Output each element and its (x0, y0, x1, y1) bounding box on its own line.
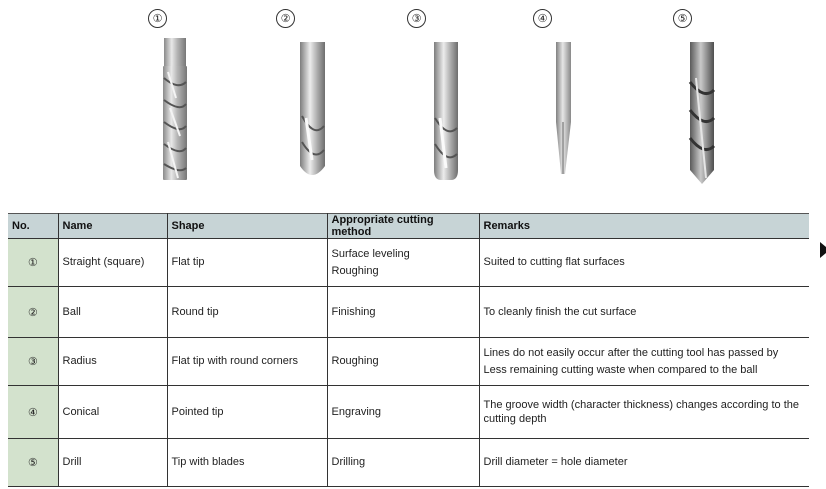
cutting-tools-table (8, 213, 809, 487)
tool-label-4: ④ (533, 9, 552, 28)
row-name: Straight (square) (58, 239, 167, 287)
remarks-line: Suited to cutting flat surfaces (483, 256, 625, 268)
drill-image (686, 38, 718, 186)
row-shape: Flat tip with round corners (167, 338, 327, 386)
row-number: ③ (8, 338, 58, 386)
radius-end-mill-image (431, 38, 461, 186)
row-number: ② (8, 287, 58, 338)
row-name: Ball (58, 287, 167, 338)
edge-marker-icon (820, 242, 826, 258)
row-method (327, 239, 479, 287)
remarks-line: Drill diameter = hole diameter (483, 456, 628, 468)
tool-label-1: ① (148, 9, 167, 28)
row-method (327, 439, 479, 487)
remarks-line: To cleanly finish the cut surface (483, 305, 637, 318)
remarks-line: Less remaining cutting waste when compared to the ball (483, 363, 758, 376)
row-number: ① (8, 239, 58, 287)
header-shape: Shape (167, 214, 327, 239)
method-line: Drilling (331, 456, 366, 468)
row-remarks (479, 287, 809, 338)
row-name: Drill (58, 439, 167, 487)
header-remarks: Remarks (479, 214, 809, 239)
tool-images-row (0, 0, 826, 200)
table-row (8, 239, 809, 287)
row-remarks (479, 386, 809, 439)
method-line: Surface leveling (331, 247, 410, 260)
row-name: Radius (58, 338, 167, 386)
row-shape: Flat tip (167, 239, 327, 287)
row-number: ⑤ (8, 439, 58, 487)
method-line: Engraving (331, 405, 382, 418)
header-method: Appropriate cutting method (327, 214, 479, 239)
row-method (327, 386, 479, 439)
row-shape: Round tip (167, 287, 327, 338)
row-number: ④ (8, 386, 58, 439)
header-no: No. (8, 214, 58, 239)
row-remarks (479, 239, 809, 287)
method-line: Finishing (331, 305, 376, 318)
row-shape: Tip with blades (167, 439, 327, 487)
row-name: Conical (58, 386, 167, 439)
tool-label-2: ② (276, 9, 295, 28)
tool-label-3: ③ (407, 9, 426, 28)
row-remarks (479, 338, 809, 386)
row-remarks (479, 439, 809, 487)
row-shape: Pointed tip (167, 386, 327, 439)
table-row (8, 439, 809, 487)
tool-label-5: ⑤ (673, 9, 692, 28)
remarks-line: Lines do not easily occur after the cutting tool has passed by (483, 346, 779, 359)
method-line: Roughing (331, 264, 379, 277)
header-name: Name (58, 214, 167, 239)
ball-end-mill-image (298, 38, 328, 186)
row-method (327, 338, 479, 386)
table-row (8, 338, 809, 386)
method-line: Roughing (331, 355, 379, 367)
conical-end-mill-image (551, 38, 575, 186)
row-method (327, 287, 479, 338)
table-header-row (8, 214, 809, 239)
remarks-line: The groove width (character thickness) changes according to the cutting depth (483, 399, 799, 425)
table-row (8, 386, 809, 439)
table-row (8, 287, 809, 338)
straight-end-mill-image (158, 38, 192, 186)
